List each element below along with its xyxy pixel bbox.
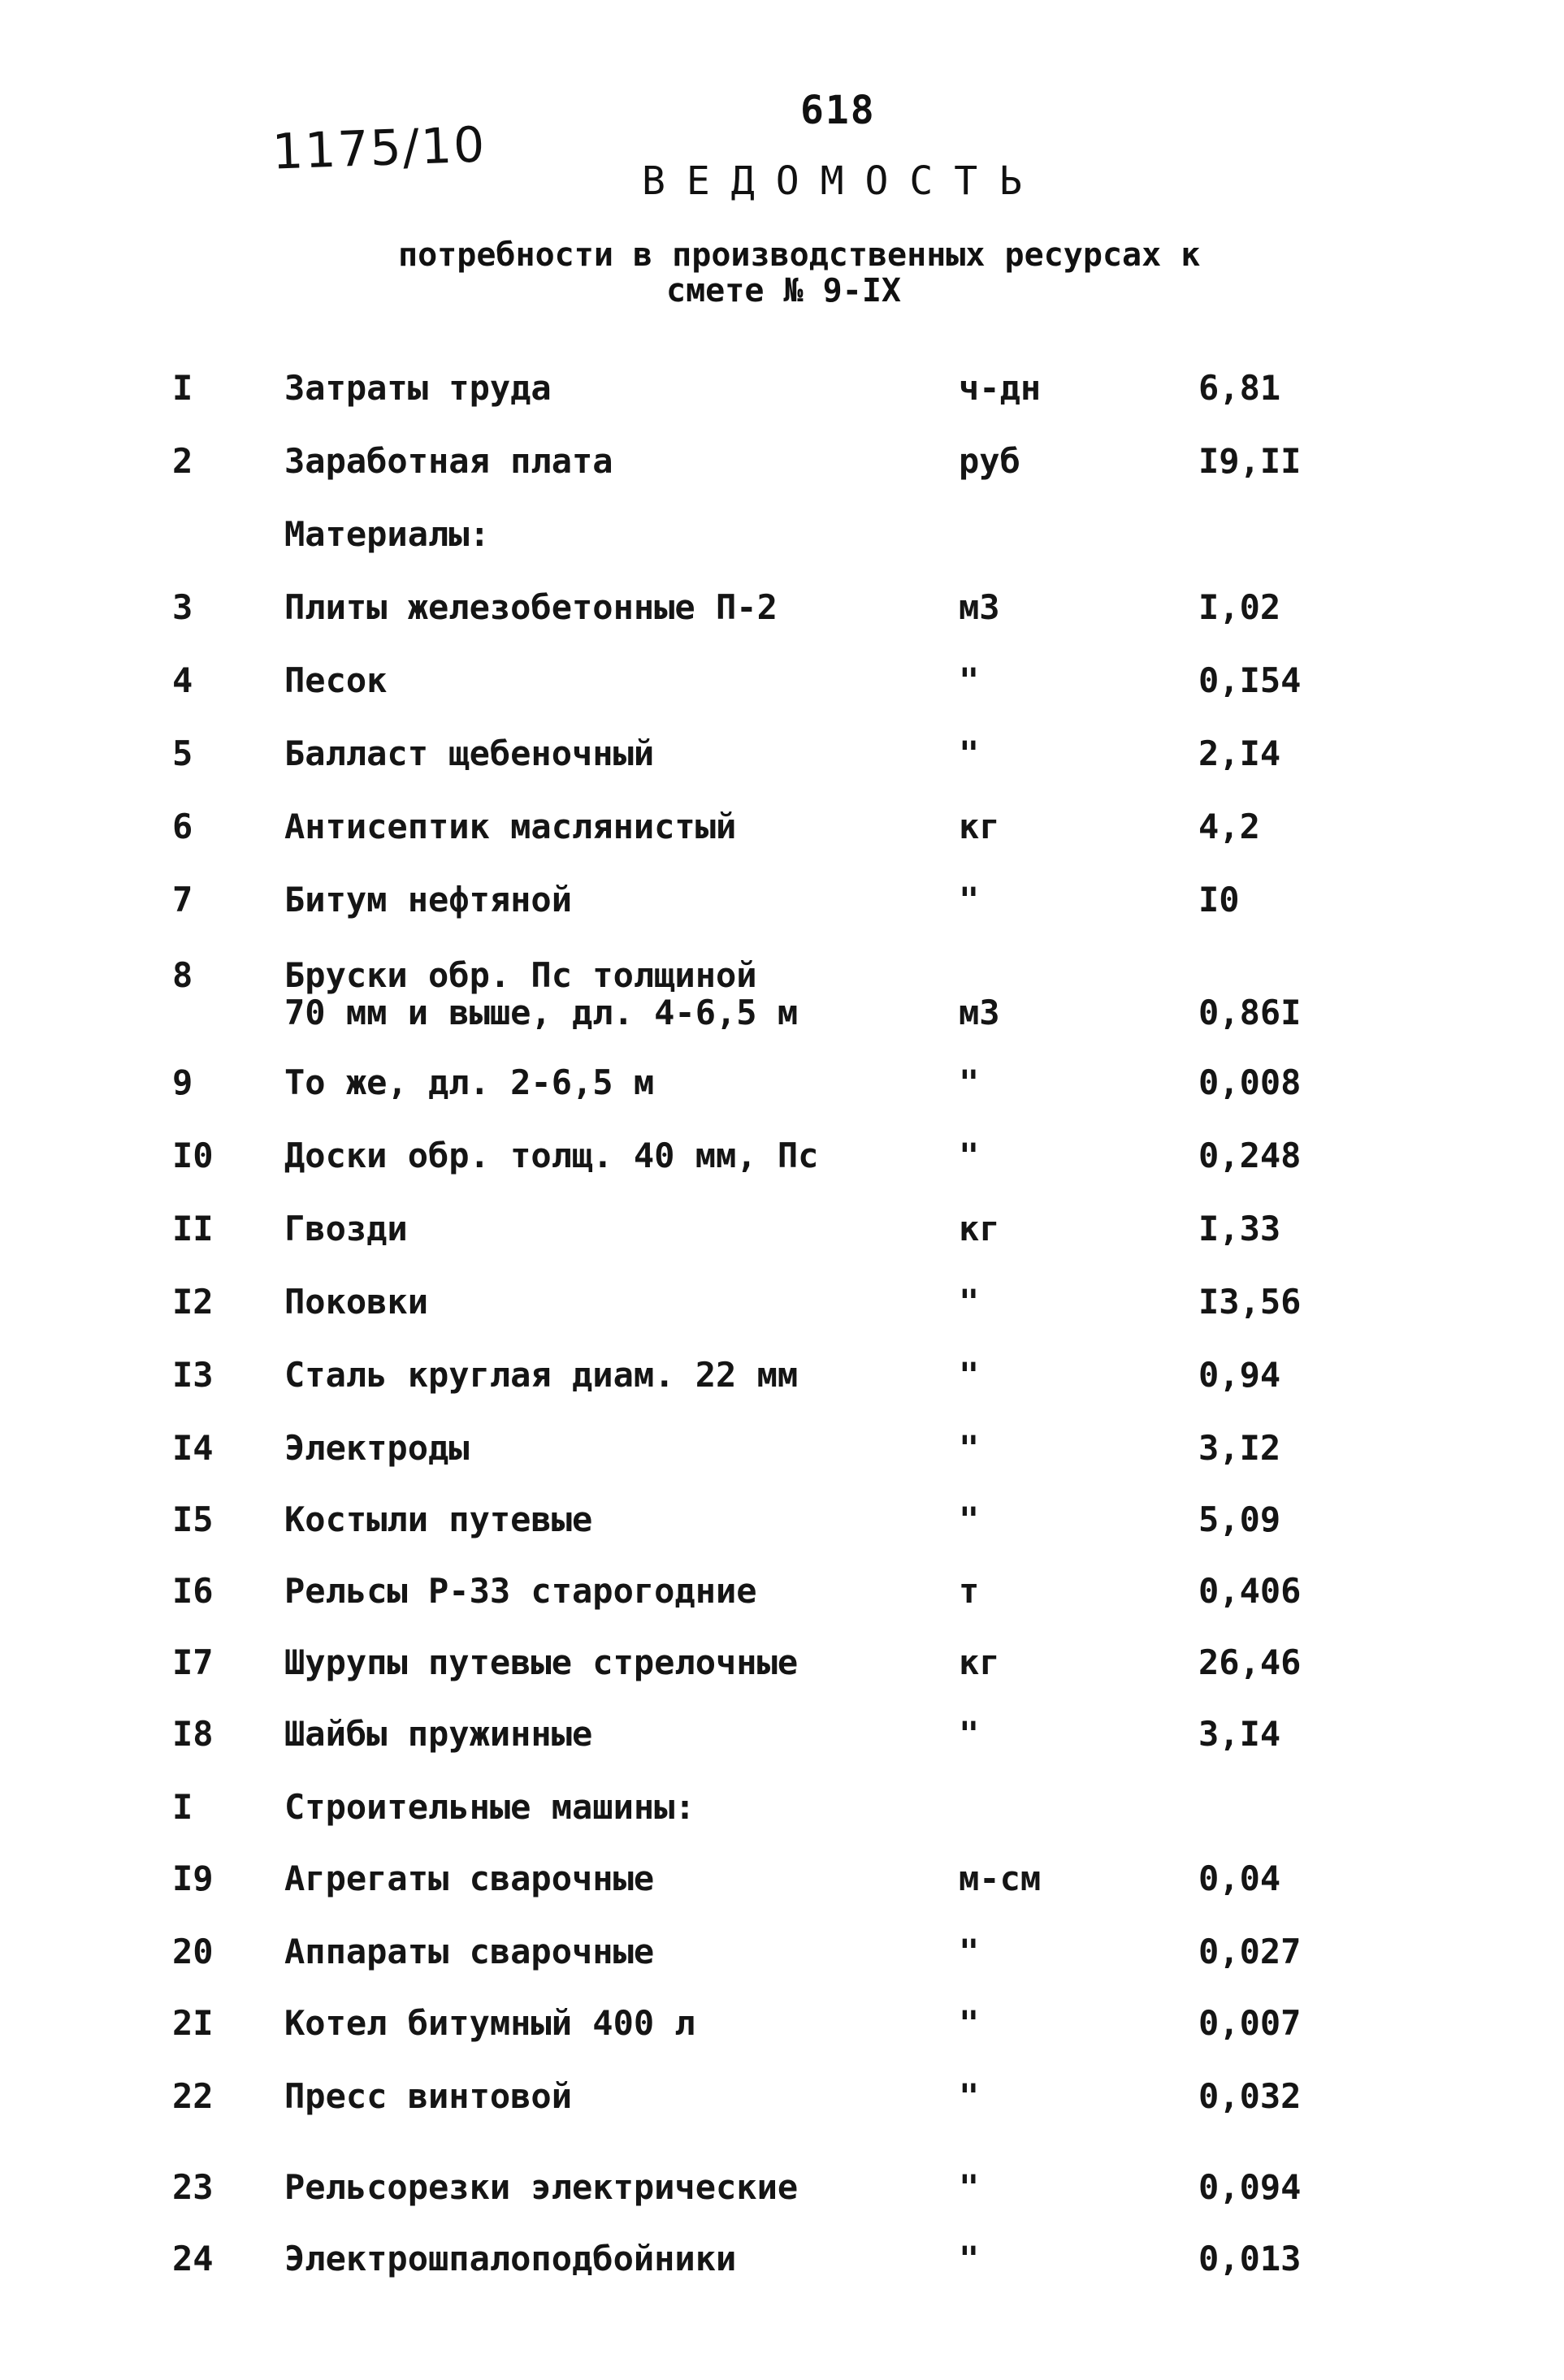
resource-name: Доски обр. толщ. 40 мм, Пс xyxy=(284,1136,819,1175)
resource-name: Поковки xyxy=(284,1282,429,1322)
resource-name: Строительные машины: xyxy=(284,1787,695,1827)
row-number: I xyxy=(172,1787,193,1827)
resource-name: Затраты труда xyxy=(284,368,552,408)
row-number: I0 xyxy=(172,1136,214,1175)
quantity-value: 4,2 xyxy=(1198,807,1260,846)
unit-of-measure: кг xyxy=(959,1209,1000,1248)
row-number: 3 xyxy=(172,587,193,627)
row-number: 7 xyxy=(172,880,193,920)
unit-of-measure: " xyxy=(959,2003,980,2043)
subtitle-line-1: потребности в производственных ресурсах к xyxy=(398,236,1201,274)
resource-name: Костыли путевые xyxy=(284,1499,593,1539)
resource-name: Пресс винтовой xyxy=(284,2076,573,2116)
unit-of-measure: " xyxy=(959,1136,980,1175)
resource-name: Котел битумный 400 л xyxy=(284,2003,695,2043)
row-number: I3 xyxy=(172,1355,214,1395)
quantity-value: 0,406 xyxy=(1198,1571,1302,1611)
list-item xyxy=(0,2005,1564,2053)
list-item xyxy=(0,443,1564,491)
list-item xyxy=(0,1210,1564,1259)
document-title: ВЕДОМОСТЬ xyxy=(642,158,1044,204)
document-subtitle xyxy=(398,237,1341,309)
list-item xyxy=(0,370,1564,418)
quantity-value: 26,46 xyxy=(1198,1642,1302,1682)
unit-of-measure: " xyxy=(959,1499,980,1539)
quantity-value: 0,008 xyxy=(1198,1062,1302,1102)
row-number: 5 xyxy=(172,733,193,773)
list-item xyxy=(0,1430,1564,1478)
quantity-value: 0,94 xyxy=(1198,1355,1281,1395)
row-number: 24 xyxy=(172,2239,214,2278)
list-item xyxy=(0,1501,1564,1550)
resource-name: Рельсы Р-33 старогодние xyxy=(284,1571,757,1611)
unit-of-measure: " xyxy=(959,1062,980,1102)
resource-name: Шайбы пружинные xyxy=(284,1714,593,1754)
unit-of-measure: руб xyxy=(959,441,1020,481)
list-item xyxy=(0,735,1564,784)
unit-of-measure: кг xyxy=(959,807,1000,846)
quantity-value: I,02 xyxy=(1198,587,1281,627)
list-item xyxy=(0,1860,1564,1909)
quantity-value: I,33 xyxy=(1198,1209,1281,1248)
unit-of-measure: " xyxy=(959,880,980,920)
subtitle-line-2: смете № 9-IX xyxy=(666,272,901,309)
resource-name: Рельсорезки электрические xyxy=(284,2167,799,2207)
resource-name: Бруски обр. Пс толщиной 70 мм и выше, дл. 4-6,5 м xyxy=(284,955,799,1032)
list-item xyxy=(0,2240,1564,2289)
row-number: 9 xyxy=(172,1062,193,1102)
quantity-value: 3,I2 xyxy=(1198,1428,1281,1468)
quantity-value: I3,56 xyxy=(1198,1282,1302,1322)
resource-name: Шурупы путевые стрелочные xyxy=(284,1642,799,1682)
resource-name: Плиты железобетонные П-2 xyxy=(284,587,778,627)
resource-name: То же, дл. 2-6,5 м xyxy=(284,1062,655,1102)
unit-of-measure: " xyxy=(959,2076,980,2116)
resource-name: Балласт щебеночный xyxy=(284,733,655,773)
list-item xyxy=(0,1064,1564,1113)
row-number: I5 xyxy=(172,1499,214,1539)
resource-name: Битум нефтяной xyxy=(284,880,573,920)
unit-of-measure: " xyxy=(959,1428,980,1468)
unit-of-measure: т xyxy=(959,1571,980,1611)
list-item xyxy=(0,1283,1564,1332)
unit-of-measure: " xyxy=(959,660,980,700)
quantity-value: 0,04 xyxy=(1198,1859,1281,1898)
unit-of-measure: ч-дн xyxy=(959,368,1042,408)
row-number: II xyxy=(172,1209,214,1248)
quantity-value: 0,248 xyxy=(1198,1136,1302,1175)
unit-of-measure: м3 xyxy=(959,587,1000,627)
quantity-value: 0,007 xyxy=(1198,2003,1302,2043)
row-number: I9 xyxy=(172,1859,214,1898)
row-number: 22 xyxy=(172,2076,214,2116)
resource-name: Антисептик маслянистый xyxy=(284,807,737,846)
row-number: I4 xyxy=(172,1428,214,1468)
quantity-value: 0,094 xyxy=(1198,2167,1302,2207)
row-number: 2 xyxy=(172,441,193,481)
list-item xyxy=(0,1789,1564,1837)
quantity-value: 0,027 xyxy=(1198,1932,1302,1971)
row-number: 23 xyxy=(172,2167,214,2207)
list-item xyxy=(0,1137,1564,1186)
quantity-value: 0,032 xyxy=(1198,2076,1302,2116)
row-number: 20 xyxy=(172,1932,214,1971)
resource-name: Заработная плата xyxy=(284,441,613,481)
unit-of-measure: м3 xyxy=(959,993,1000,1032)
quantity-value: 0,I54 xyxy=(1198,660,1302,700)
resource-name: Электроды xyxy=(284,1428,470,1468)
list-item xyxy=(0,1573,1564,1621)
resource-name: Гвозди xyxy=(284,1209,408,1248)
list-item xyxy=(0,2169,1564,2218)
quantity-value: 3,I4 xyxy=(1198,1714,1281,1754)
quantity-value: I9,II xyxy=(1198,441,1302,481)
list-item xyxy=(0,1933,1564,1982)
list-item xyxy=(0,516,1564,565)
list-item xyxy=(0,955,1564,1032)
unit-of-measure: " xyxy=(959,2239,980,2278)
list-item xyxy=(0,808,1564,857)
list-item xyxy=(0,2078,1564,2127)
unit-of-measure: " xyxy=(959,1282,980,1322)
resource-name: Агрегаты сварочные xyxy=(284,1859,655,1898)
quantity-value: 5,09 xyxy=(1198,1499,1281,1539)
quantity-value: 0,86I xyxy=(1198,993,1302,1032)
row-number: I2 xyxy=(172,1282,214,1322)
quantity-value: I0 xyxy=(1198,880,1240,920)
unit-of-measure: " xyxy=(959,1355,980,1395)
row-number: 8 xyxy=(172,955,193,995)
list-item xyxy=(0,1644,1564,1693)
row-number: 6 xyxy=(172,807,193,846)
list-item xyxy=(0,662,1564,711)
unit-of-measure: " xyxy=(959,2167,980,2207)
list-item xyxy=(0,881,1564,930)
quantity-value: 6,81 xyxy=(1198,368,1281,408)
list-item xyxy=(0,1357,1564,1405)
unit-of-measure: м-см xyxy=(959,1859,1042,1898)
row-number: 2I xyxy=(172,2003,214,2043)
resource-name: Материалы: xyxy=(284,514,490,554)
list-item xyxy=(0,1716,1564,1764)
resource-name: Сталь круглая диам. 22 мм xyxy=(284,1355,799,1395)
unit-of-measure: " xyxy=(959,1714,980,1754)
row-number: I7 xyxy=(172,1642,214,1682)
row-number: I8 xyxy=(172,1714,214,1754)
page-number: 618 xyxy=(800,88,876,133)
resource-name: Аппараты сварочные xyxy=(284,1932,655,1971)
resource-name: Электрошпалоподбойники xyxy=(284,2239,737,2278)
unit-of-measure: " xyxy=(959,733,980,773)
row-number: I6 xyxy=(172,1571,214,1611)
row-number: I xyxy=(172,368,193,408)
handwritten-reference: 1175/10 xyxy=(271,116,487,181)
quantity-value: 2,I4 xyxy=(1198,733,1281,773)
list-item xyxy=(0,589,1564,638)
unit-of-measure: " xyxy=(959,1932,980,1971)
resource-name: Песок xyxy=(284,660,388,700)
row-number: 4 xyxy=(172,660,193,700)
unit-of-measure: кг xyxy=(959,1642,1000,1682)
quantity-value: 0,013 xyxy=(1198,2239,1302,2278)
